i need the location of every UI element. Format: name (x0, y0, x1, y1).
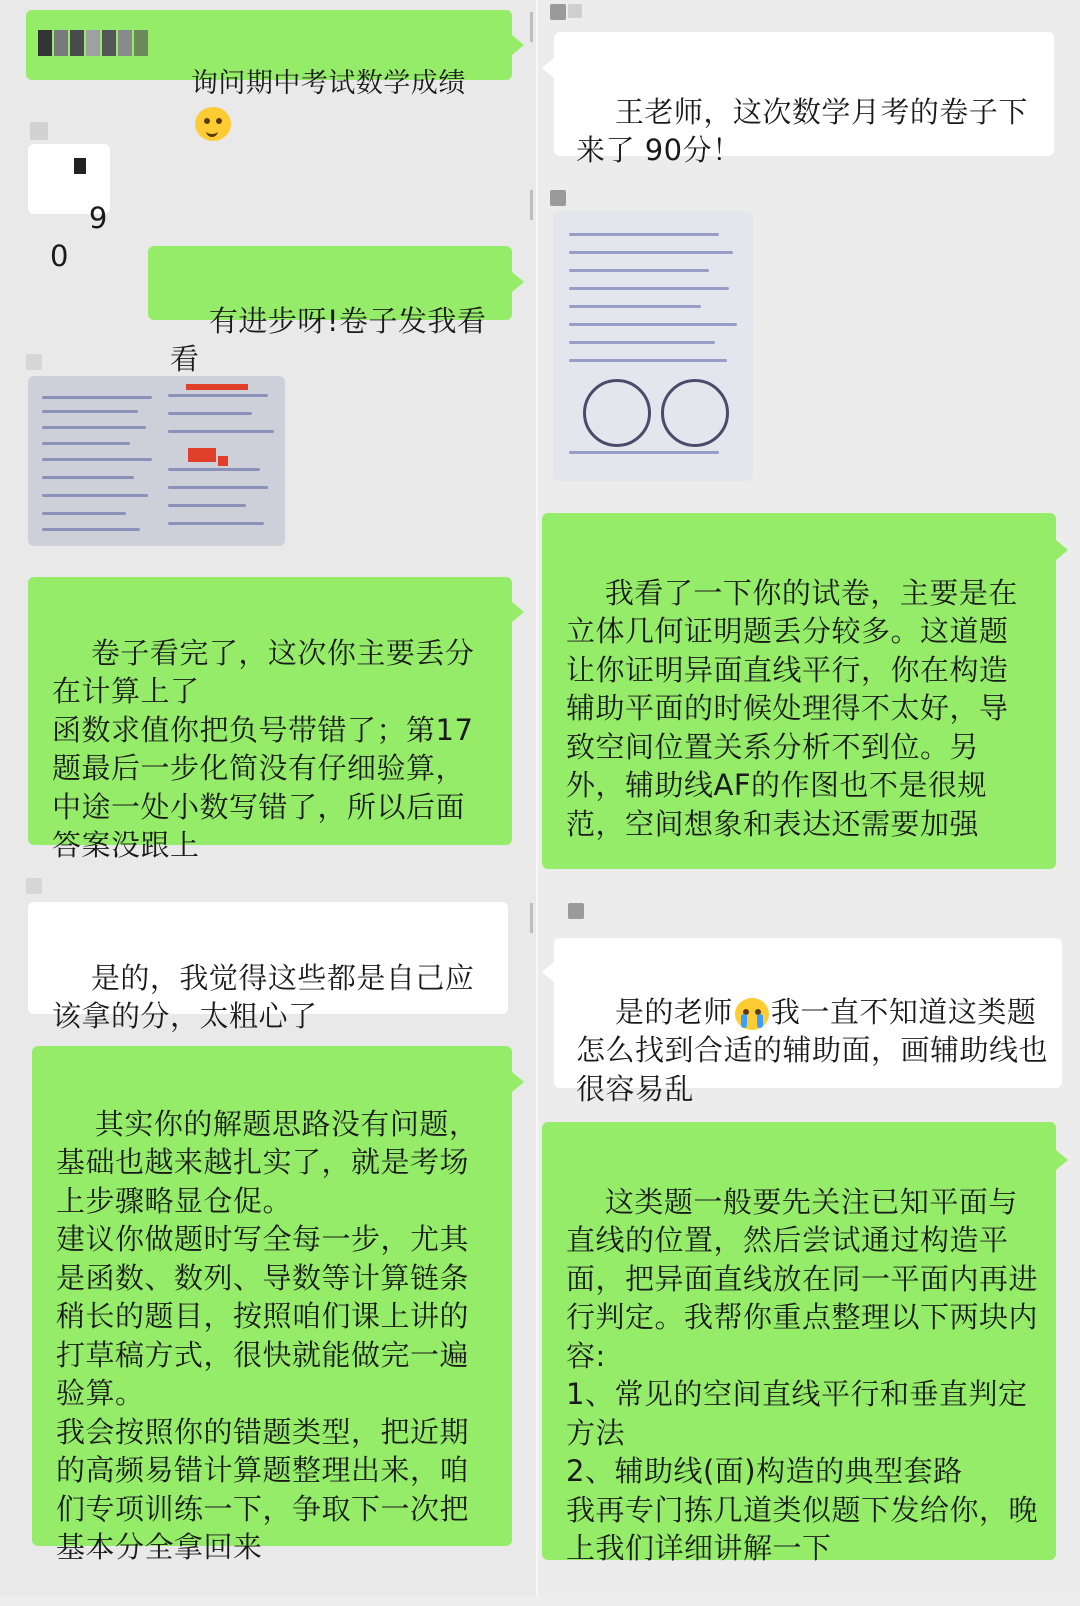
avatar (26, 878, 42, 894)
message-text: 询问期中考试数学成绩 (190, 67, 466, 99)
separator-line (530, 190, 533, 220)
bubble-tail (512, 1072, 524, 1092)
message-bubble-outgoing[interactable] (542, 513, 1056, 869)
message-text: 90 (50, 200, 108, 273)
message-text: 卷子看完了，这次你主要丢分在计算上了 函数求值你把负号带错了；第17题最后一步化简没有仔细验算，中途一处小数写错了，所以后面答案没跟上 (52, 635, 475, 862)
bubble-tail (1056, 1150, 1068, 1170)
smile-wink-emoji-icon (195, 107, 231, 141)
message-bubble-incoming[interactable] (28, 902, 508, 1033)
avatar (30, 122, 48, 140)
separator-line (530, 903, 533, 933)
avatar (550, 4, 566, 20)
message-bubble-incoming[interactable] (554, 32, 1054, 167)
avatar-blur (568, 4, 582, 18)
separator-line (530, 12, 533, 42)
message-bubble-outgoing[interactable] (28, 577, 512, 862)
avatar (550, 190, 566, 206)
message-text: 王老师，这次数学月考的卷子下来了 90分！ (576, 94, 1028, 167)
bubble-tail (512, 35, 524, 55)
right-chat-panel (538, 0, 1080, 1597)
message-bubble-outgoing[interactable] (148, 246, 512, 376)
bubble-tail (512, 602, 524, 622)
message-text: 这类题一般要先关注已知平面与直线的位置，然后尝试通过构造平面，把异面直线放在同一平面内再进行判定。我帮你重点整理以下两块内容: 1、常见的空间直线平行和垂直判定方法 2、辅助线(面)构造的典型套路 我再专门拣几道类似题下发给你，晚上我们详细讲解一下 (566, 1184, 1039, 1565)
left-chat-panel (0, 0, 538, 1597)
mosaic-blur (38, 30, 164, 56)
crying-face-emoji-icon (735, 998, 769, 1030)
bubble-tail (542, 58, 554, 78)
geometry-figure (661, 379, 729, 447)
message-text: 我看了一下你的试卷，主要是在立体几何证明题丢分较多。这道题让你证明异面直线平行，你在构造辅助平面的时候处理得不太好，导致空间位置关系分析不到位。另外，辅助线AF的作图也不是很规范，空间想象和表达还需要加强 (566, 575, 1018, 841)
message-bubble-incoming[interactable] (554, 938, 1062, 1106)
bubble-tail (542, 962, 554, 982)
message-text: 其实你的解题思路没有问题，基础也越来越扎实了，就是考场上步骤略显仓促。 建议你做题时写全每一步，尤其是函数、数列、导数等计算链条稍长的题目，按照咱们课上讲的打草稿方式，很快就能做完一遍验算。 我会按照你的错题类型，把近期的高频易错计算题整理出来，咱们专项训练一下，争取下一次把基本分全拿回来 (56, 1106, 479, 1564)
bubble-tail (1056, 540, 1068, 560)
exam-paper-photo[interactable] (553, 211, 753, 481)
exam-paper-photo[interactable] (28, 376, 285, 546)
message-text: 我一直不知道这类题怎么找到合适的辅助面，画辅助线也很容易乱 (576, 994, 1049, 1106)
geometry-figure (583, 379, 651, 447)
message-text: 有进步呀!卷子发我看看 (170, 303, 487, 376)
avatar (26, 354, 42, 370)
message-bubble-outgoing[interactable] (32, 1046, 512, 1564)
mosaic-blur (74, 158, 86, 174)
message-bubble-incoming[interactable] (28, 144, 110, 273)
avatar (568, 903, 584, 919)
bubble-tail (512, 272, 524, 292)
message-text: 是的老师 (614, 994, 733, 1029)
message-text: 是的，我觉得这些都是自己应该拿的分，太粗心了 (52, 960, 475, 1033)
message-bubble-outgoing[interactable] (542, 1122, 1056, 1565)
